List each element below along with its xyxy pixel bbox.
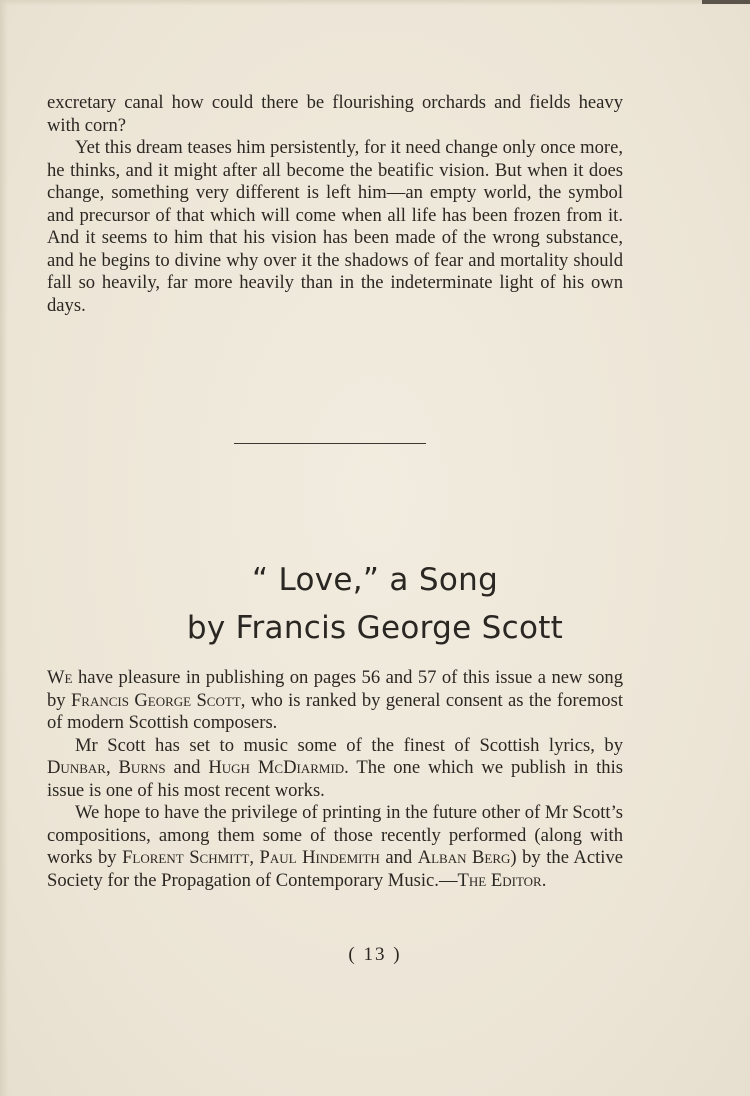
page-left-edge (0, 0, 8, 1096)
composer-schmitt: Florent Schmitt (122, 847, 250, 868)
article-paragraph-1 (47, 667, 623, 735)
text-run: and (379, 847, 418, 868)
text-run: Mr Scott has set to music some of the finest of Scottish lyrics, by (75, 734, 623, 756)
text-run: , (249, 847, 260, 868)
essay-continuation (47, 92, 623, 317)
text-run: ) by the Active Society for the Propagation of Contemporary Music.— (47, 847, 623, 891)
composer-berg: Alban Berg (417, 847, 511, 868)
editor-signature: The Editor (457, 869, 542, 891)
text-run: We hope to have the privilege of printing in the future other of Mr Scott’s compositions, among them some of those recently performed (along with works by (47, 802, 623, 868)
text-run: , (105, 757, 119, 778)
text-run: have pleasure in publishing on pages 56 and 57 of this issue a new song by (47, 667, 623, 711)
article-paragraph-2 (47, 735, 623, 803)
text-run: . The one which we publish in this issue is one of his most recent works. (47, 757, 623, 801)
composer-hindemith: Paul Hindemith (259, 847, 380, 868)
article-subtitle: by Francis George Scott (186, 610, 564, 646)
corner-mark (702, 0, 750, 4)
paragraph-2: Yet this dream teases him persistently, for it need change only once more, he thinks, and it might after all become the beatific vision. But when it does change, something very different is left him—an empty world, the symbol and precursor of that which will come when all life has been frozen from it. And it seems to him that his vision has been made of the wrong substance, and he begins to divine why over it the shadows of fear and mortality should fall so heavily, far more heavily than in the indeterminate light of his own days. (47, 137, 623, 316)
poet-dunbar: Dunbar (47, 757, 106, 778)
article-title: “ Love,” a Song (251, 562, 499, 598)
initial-word: We (47, 667, 73, 688)
text-run: . (541, 869, 547, 891)
text-run: , who is ranked by general consent as the foremost of modern Scottish composers. (47, 689, 623, 733)
page-number: ( 13 ) (348, 944, 402, 965)
poet-mcdiarmid: Hugh McDiarmid (208, 757, 345, 778)
page-top-edge (0, 0, 750, 6)
text-run: and (165, 757, 209, 778)
article-body (47, 667, 623, 892)
paragraph-1: excretary canal how could there be flourishing orchards and fields heavy with corn? (47, 92, 623, 136)
article-paragraph-3 (47, 802, 623, 892)
section-divider (234, 443, 426, 444)
poet-burns: Burns (118, 757, 166, 778)
composer-name: Francis George Scott (70, 689, 241, 711)
